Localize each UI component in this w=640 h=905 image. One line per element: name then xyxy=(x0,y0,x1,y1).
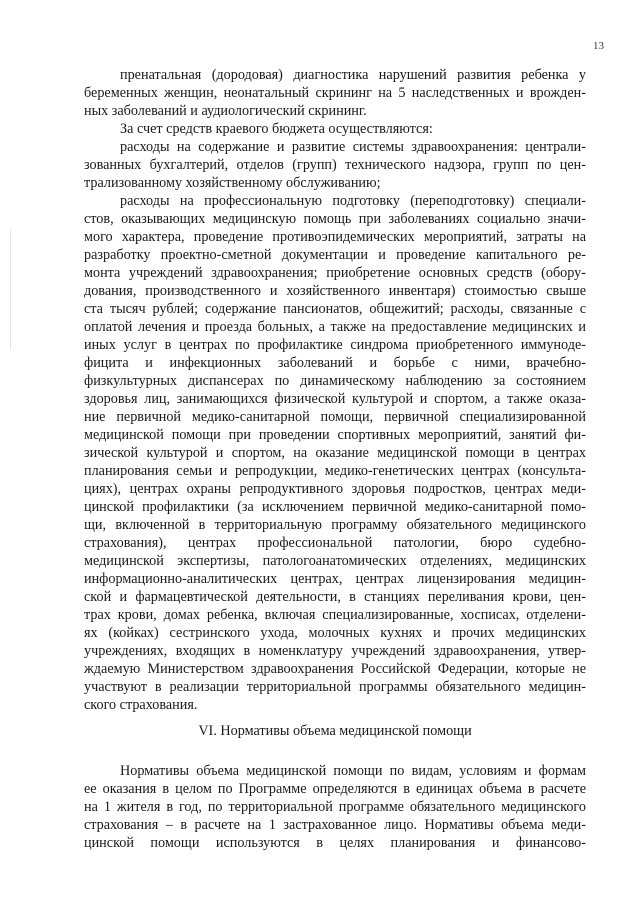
text-line: участвуют в реализации территориальной программы обязательного медицин- xyxy=(84,679,586,695)
text-line: циях), центрах охраны репродуктивного здоровья подростков, центрах меди- xyxy=(84,481,586,497)
text-line: расходы на профессиональную подготовку (переподготовку) специали- xyxy=(120,193,586,209)
page-number: 13 xyxy=(593,40,604,52)
text-line: фицита и инфекционных заболеваний и борьбе с ними, врачебно- xyxy=(84,355,586,371)
text-line: ского страхования. xyxy=(84,697,198,713)
text-line: трализованному хозяйственному обслуживанию; xyxy=(84,175,381,191)
text-line: беременных женщин, неонатальный скрининг на 5 наследственных и врожден- xyxy=(84,85,586,101)
text-line: оплатой лечения и проезда больных, а также на предоставление медицинских и xyxy=(84,319,586,335)
text-line: ской и фармацевтической деятельности, в станциях переливания крови, цен- xyxy=(84,589,586,605)
text-line: здоровья лиц, занимающихся физической культурой и спортом, а также оказа- xyxy=(84,391,586,407)
text-line: зованных бухгалтерий, отделов (групп) технического надзора, групп по цен- xyxy=(84,157,586,173)
text-line: За счет средств краевого бюджета осуществляются: xyxy=(120,121,433,137)
text-line: физкультурных диспансерах по динамическому наблюдению за состоянием xyxy=(84,373,586,389)
text-line: цинской профилактики (за исключением первичной медико-санитарной помо- xyxy=(84,499,586,515)
text-line: трах крови, домах ребенка, включая специализированные, хосписах, отделени- xyxy=(84,607,586,623)
text-line: Нормативы объема медицинской помощи по видам, условиям и формам xyxy=(120,763,586,779)
text-line: ных заболеваний и аудиологический скрининг. xyxy=(84,103,367,119)
text-line: стов, оказывающих медицинскую помощь при заболеваниях социально значи- xyxy=(84,211,586,227)
text-line: медицинской экспертизы, патологоанатомических отделениях, медицинских xyxy=(84,553,586,569)
text-line: цинской помощи используются в целях планирования и финансово- xyxy=(84,835,586,851)
text-line: ждаемую Министерством здравоохранения Российской Федерации, которые не xyxy=(84,661,586,677)
section-heading: VI. Нормативы объема медицинской помощи xyxy=(198,723,472,739)
text-line: ста тысяч рублей; содержание пансионатов, общежитий; расходы, связанные с xyxy=(84,301,586,317)
text-line: планирования семьи и репродукции, медико-генетических центрах (консульта- xyxy=(84,463,586,479)
text-line: монта учреждений здравоохранения; приобретение основных средств (обору- xyxy=(84,265,586,281)
text-line: ях (койках) сестринского ухода, молочных кухнях и прочих медицинских xyxy=(84,625,586,641)
text-line: на 1 жителя в год, по территориальной программе обязательного медицинского xyxy=(84,799,586,815)
scan-margin-mark xyxy=(10,230,11,350)
text-line: пренатальная (дородовая) диагностика нарушений развития ребенка у xyxy=(120,67,586,83)
text-line: иных услуг в центрах по профилактике синдрома приобретенного иммуноде- xyxy=(84,337,586,353)
text-line: информационно-аналитических центрах, центрах лицензирования медицин- xyxy=(84,571,586,587)
text-line: зической культурой и спортом, на оказание медицинской помощи в центрах xyxy=(84,445,586,461)
text-line: медицинской помощи при проведении спортивных мероприятий, занятий фи- xyxy=(84,427,586,443)
text-line: ее оказания в целом по Программе определяются в единицах объема в расчете xyxy=(84,781,586,797)
text-line: разработку проектно-сметной документации и проведение капитального ре- xyxy=(84,247,586,263)
text-line: учреждениях, входящих в номенклатуру учреждений здравоохранения, утвер- xyxy=(84,643,586,659)
text-line: дования, производственного и хозяйственного инвентаря) стоимостью свыше xyxy=(84,283,586,299)
text-line: ние первичной медико-санитарной помощи, первичной специализированной xyxy=(84,409,586,425)
text-line: страхования), центрах профессиональной патологии, бюро судебно- xyxy=(84,535,586,551)
text-line: мого характера, проведение противоэпидемических мероприятий, затраты на xyxy=(84,229,586,245)
text-line: щи, включенной в территориальную программу обязательного медицинского xyxy=(84,517,586,533)
text-line: страхования – в расчете на 1 застрахованное лицо. Нормативы объема меди- xyxy=(84,817,586,833)
text-line: расходы на содержание и развитие системы здравоохранения: централи- xyxy=(120,139,586,155)
